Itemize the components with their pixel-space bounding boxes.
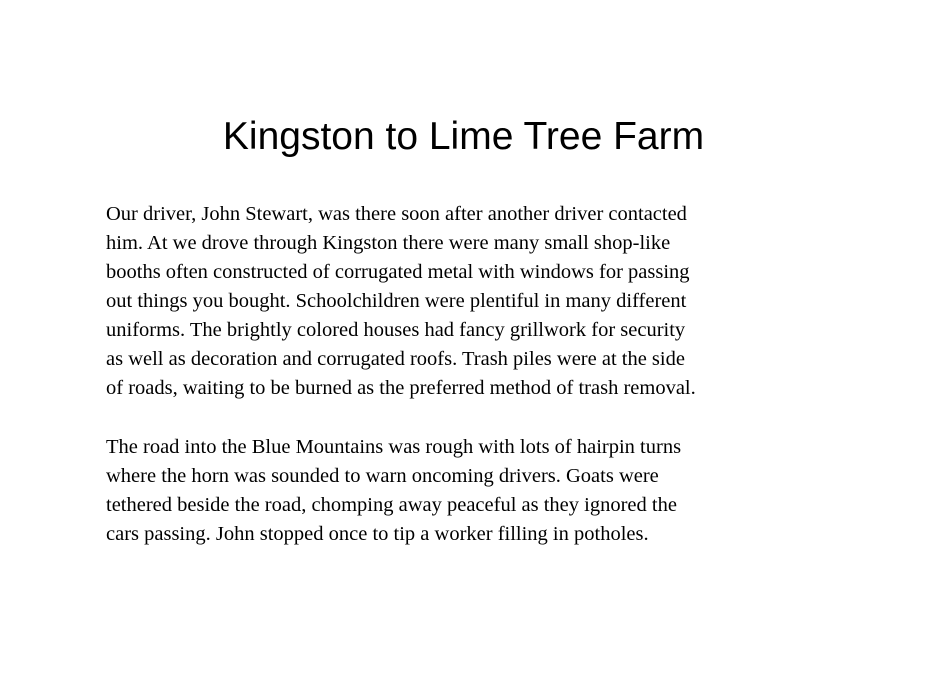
text-line: Our driver, John Stewart, was there soon after another driver contacted [106,203,687,225]
text-line: as well as decoration and corrugated roofs. Trash piles were at the side [106,348,685,370]
paragraph-2 [106,433,681,549]
paragraph-1 [106,200,696,403]
text-line: out things you bought. Schoolchildren were plentiful in many different [106,290,687,312]
text-line: The road into the Blue Mountains was rough with lots of hairpin turns [106,436,682,458]
text-line: booths often constructed of corrugated metal with windows for passing [106,261,690,283]
text-line: where the horn was sounded to warn oncoming drivers. Goats were [106,465,659,487]
text-line: him. At we drove through Kingston there were many small shop-like [106,232,671,254]
text-line: tethered beside the road, chomping away peaceful as they ignored the [106,494,677,516]
text-line: uniforms. The brightly colored houses had fancy grillwork for security [106,319,686,341]
page-title: Kingston to Lime Tree Farm [222,115,705,158]
text-line: of roads, waiting to be burned as the preferred method of trash removal. [106,377,696,399]
text-line: cars passing. John stopped once to tip a worker filling in potholes. [106,523,649,545]
